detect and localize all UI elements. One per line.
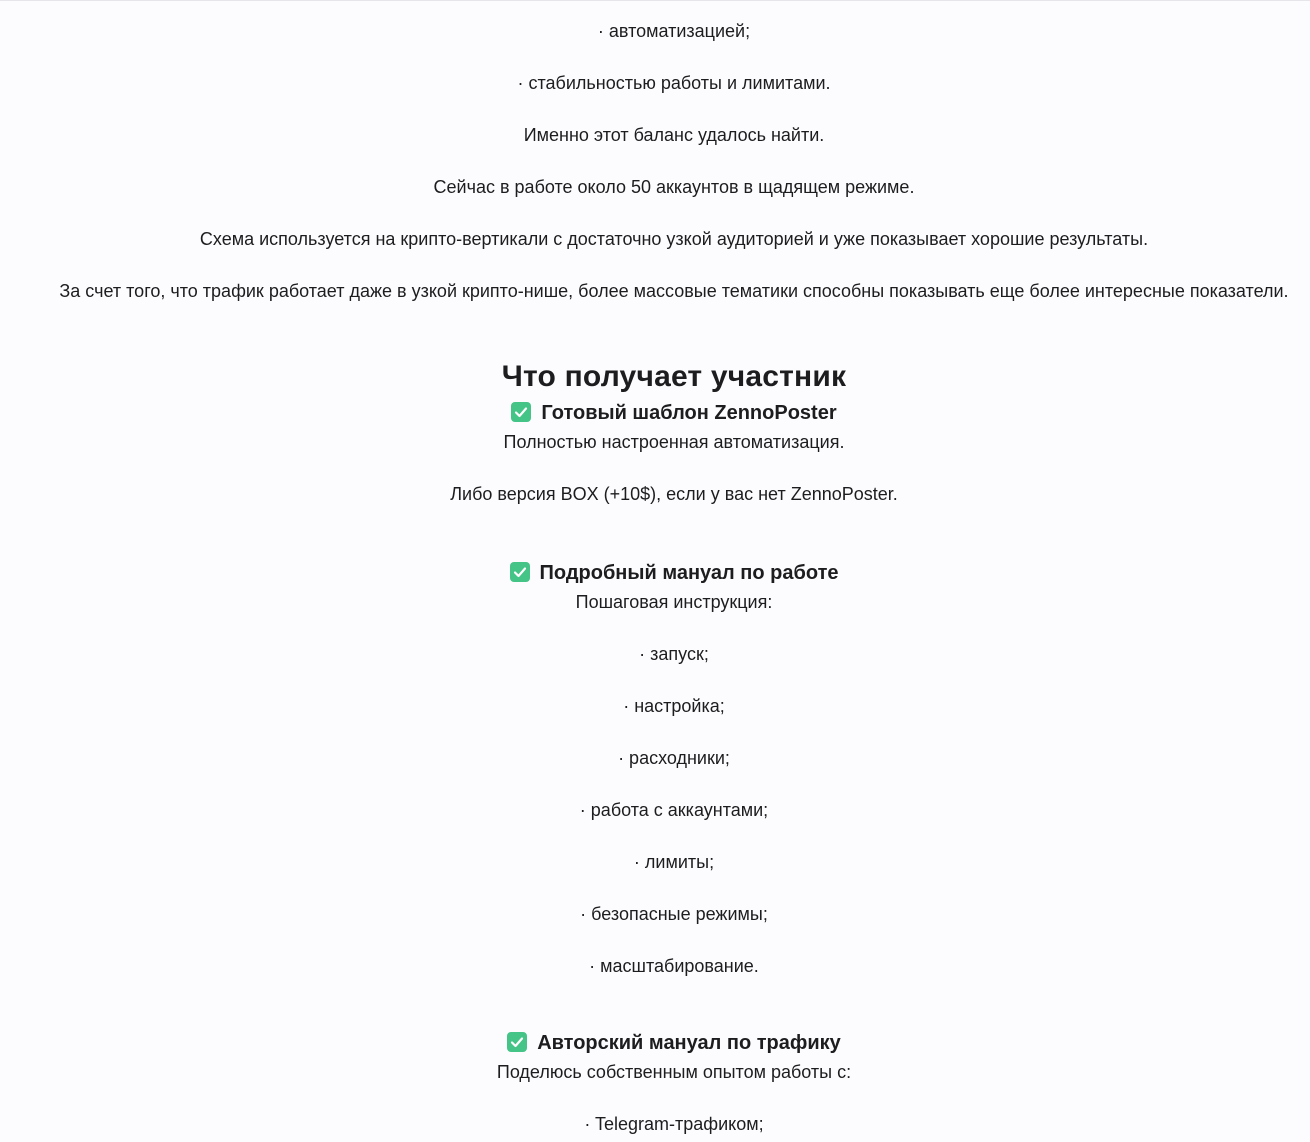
feature-line: · масштабирование. bbox=[589, 956, 759, 976]
feature-line: Поделюсь собственным опытом работы с: bbox=[496, 1062, 852, 1082]
feature-title bbox=[0, 1030, 1310, 1056]
feature-line: · настройка; bbox=[623, 696, 725, 716]
intro-line: · стабильностью работы и лимитами. bbox=[517, 73, 831, 93]
intro-line: Именно этот баланс удалось найти. bbox=[523, 125, 825, 145]
feature-line: · Telegram-трафиком; bbox=[584, 1114, 764, 1134]
feature-title-text: Авторский мануал по трафику bbox=[537, 1032, 841, 1054]
check-mark-icon bbox=[510, 562, 530, 582]
top-divider bbox=[0, 0, 1310, 1]
feature-line: Пошаговая инструкция: bbox=[575, 592, 773, 612]
feature-title bbox=[0, 400, 1310, 426]
check-mark-icon bbox=[507, 1032, 527, 1052]
intro-line: Сейчас в работе около 50 аккаунтов в щадящем режиме. bbox=[433, 177, 915, 197]
feature-line: · лимиты; bbox=[633, 852, 715, 872]
feature-line: · работа с аккаунтами; bbox=[579, 800, 769, 820]
feature-line: Либо версия BOX (+10$), если у вас нет ZennoPoster. bbox=[450, 484, 898, 504]
feature-title-text: Готовый шаблон ZennoPoster bbox=[541, 402, 837, 424]
feature-line: · расходники; bbox=[618, 748, 730, 768]
feature-title bbox=[0, 560, 1310, 586]
intro-line: За счет того, что трафик работает даже в узкой крипто-нише, более массовые тематики способны показывать еще более интересные показатели. bbox=[59, 281, 1289, 301]
intro-line: Схема используется на крипто-вертикали с достаточно узкой аудиторией и уже показывает хорошие результаты. bbox=[199, 229, 1149, 249]
feature-line: · безопасные режимы; bbox=[580, 904, 768, 924]
section-title: Что получает участник bbox=[501, 360, 847, 393]
feature-line: Полностью настроенная автоматизация. bbox=[503, 432, 845, 452]
feature-title-text: Подробный мануал по работе bbox=[539, 562, 839, 584]
feature-line: · запуск; bbox=[639, 644, 709, 664]
intro-line: · автоматизацией; bbox=[597, 21, 751, 41]
check-mark-icon bbox=[511, 402, 531, 422]
